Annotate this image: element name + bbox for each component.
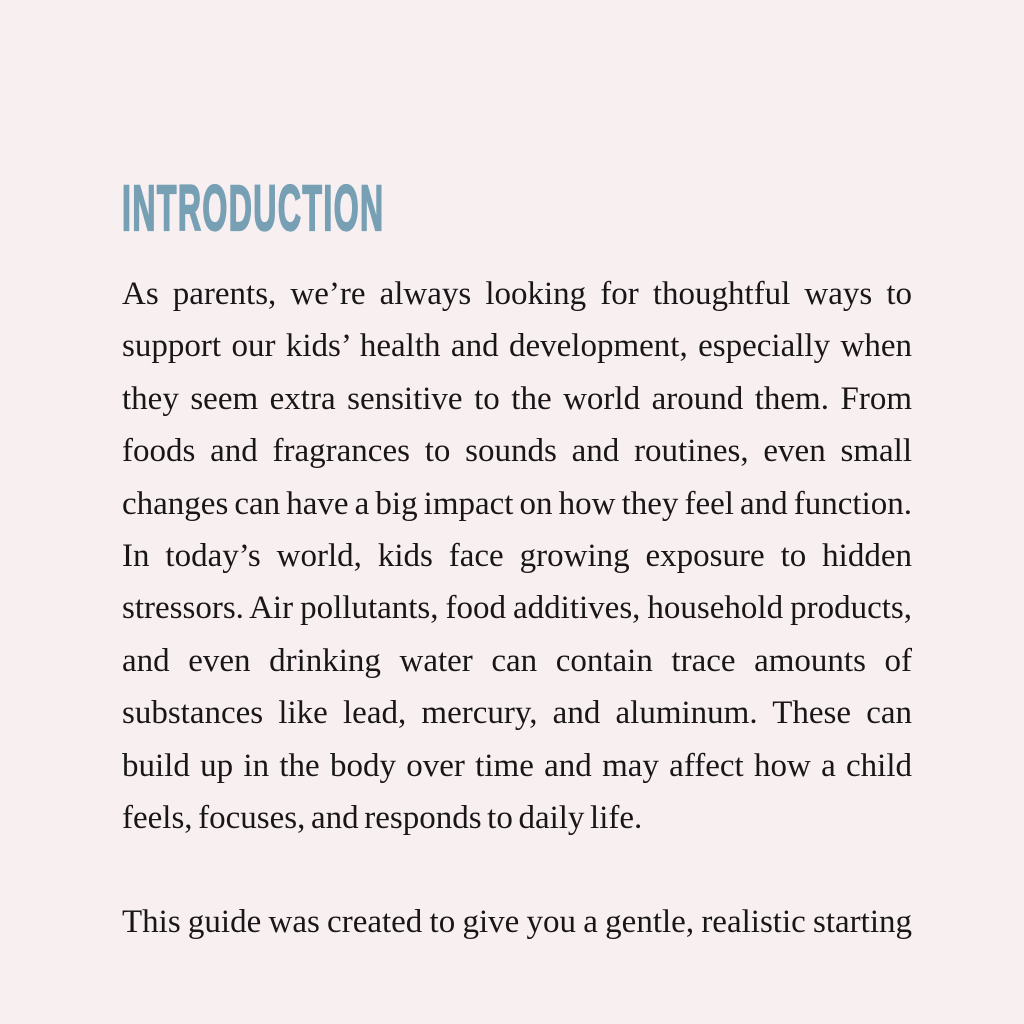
paragraph-2 (122, 896, 912, 948)
text-line: feels, focuses, and responds to daily life. (122, 800, 643, 837)
text-line: support our kids’ health and development, especially when (122, 328, 912, 365)
text-line: changes can have a big impact on how they feel and function. (122, 485, 912, 522)
text-line: substances like lead, mercury, and aluminum. These can (122, 695, 912, 732)
text-line: they seem extra sensitive to the world around them. From (122, 380, 912, 417)
text-line: In today’s world, kids face growing exposure to hidden (122, 538, 912, 575)
text-line: stressors. Air pollutants, food additives, household products, (122, 590, 912, 627)
section-heading-text: INTRODUCTION (122, 172, 385, 244)
text-line: As parents, we’re always looking for thoughtful ways to (122, 276, 912, 312)
section-heading (122, 172, 912, 244)
text-line: foods and fragrances to sounds and routines, even small (122, 433, 912, 470)
text-line: build up in the body over time and may affect how a child (122, 747, 912, 784)
text-line: This guide was created to give you a gentle, realistic starting (122, 904, 912, 941)
text-line: and even drinking water can contain trace amounts of (122, 642, 912, 679)
paragraph-1 (122, 268, 912, 844)
